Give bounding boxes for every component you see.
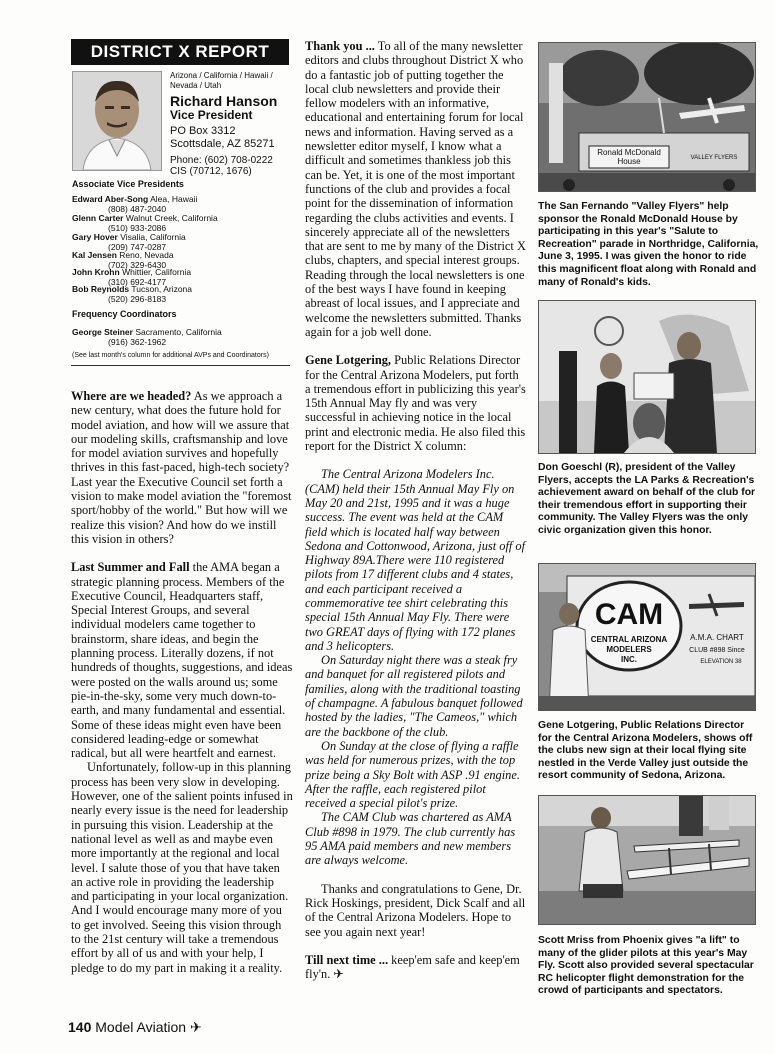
paragraph: Unfortunately, follow-up in this planning process has been very slow in developing. However, one of the salient points infused in nearly every issue is the need for leadership in pursuing this vision. Leadership at the national level as well as and maybe even more importantly at the regional and local level. I salute those of you that have taken an active role in providing the leadership and participating in your local organization. And I would encourage many more of you to get involved. Seeing this vision through to the 21st century will take a tremendous effort by all of us and with your help, I pledge to do my part in making it a reality. [71,760,293,975]
associate-phone: (510) 933-2086 [108,223,167,233]
associate-phone: (520) 296-8183 [108,294,167,304]
paragraph: Thanks and congratulations to Gene, Dr. Rick Hoskings, president, Dick Scalf and all of the Central Arizona Modelers. Hope to see you again next year! [305,881,526,939]
caption-award: Don Goeschl (R), president of the Valley Flyers, accepts the LA Parks & Recreation's achievement award on behalf of the club for their tremendous effort in supporting their community. The Valley Flyers was the only civic organization given this honor. [538,462,756,536]
associate-phone: (702) 329-6430 [108,260,167,270]
caption-glider: Scott Mriss from Phoenix gives "a lift" to many of the glider pilots at this year's May Fly. Scott also provided several spectacular RC helicopter flight demonstration for the crowd of participants and spectators. [538,935,754,997]
column-title: DISTRICT X REPORT [71,39,289,65]
paragraph: keep'em safe and keep'em fly'n. ✈ [305,952,520,982]
photo-award [538,300,756,454]
address-line-2: Scottsdale, AZ 85271 [170,138,275,150]
photo-glider [538,795,756,925]
cam-sign-text: INC. [621,655,637,664]
page-number: 140 [68,1019,92,1035]
associate-phone: (310) 692-4177 [108,277,167,287]
associate-entry [72,284,287,304]
lead-in: Thank you ... [305,39,375,53]
vp-title: Vice President [170,108,253,122]
column-middle [305,39,526,981]
coordinator-phone: (916) 362-1962 [108,337,167,347]
associate-name: Kal Jensen [72,250,117,260]
caption-parade: The San Fernando "Valley Flyers" help sponsor the Ronald McDonald House by participating in this year's "Salute to Recreation" parade in Northridge, California, June 3, 1995. I was given the honor to ride this magnificent float along with Ronald and many of Ronald's kids. [538,201,759,288]
float-sign-text: House [617,157,641,166]
cam-sign-text: CENTRAL ARIZONA [590,635,668,644]
float-sign-text: Ronald McDonald [597,148,661,157]
associate-city: Tucson, Arizona [131,284,193,294]
paragraph: the AMA began a strategic planning process. Members of the Executive Council, Headquarters staff, Special Interest Groups, and several individual modelers came together to brainstorm, share ideas, and begin the planning process. Literally dozens, if not hundreds of thoughts, suggestions, and ideas were posted on the walls around us; some pie-in-the-sky, some very much down-to-earth, and many fundamental and essential. Some of these ideas might even have been considered leading-edge or somewhat radical, but all were heartfelt and earnest. [71,560,293,761]
vp-name: Richard Hanson [170,93,278,109]
coordinators-heading: Frequency Coordinators [72,309,177,319]
associate-name: John Krohn [72,267,120,277]
magazine-name: Model Aviation [95,1019,187,1035]
lead-in: Last Summer and Fall [71,560,190,575]
associate-entry [72,232,287,252]
caption-cam: Gene Lotgering, Public Relations Director for the Central Arizona Modelers, shows off the clubs new sign at their local flying site nestled in the Verde Valley just outside the resort community of Sedona, Arizona. [538,720,753,782]
avp-note: (See last month's column for additional AVPs and Coordinators) [72,352,269,359]
associate-city: Reno, Nevada [119,250,174,260]
vp-cis: CIS (70712, 1676) [170,166,252,177]
cam-sign-text: CLUB #898 Since [689,647,745,654]
author-photo [72,71,162,171]
divider [71,365,290,366]
quote-paragraph: The Central Arizona Modelers Inc. (CAM) held their 15th Annual May Fly on May 20 and 21st, 1995 and it was a huge success. The event was held at the CAM field which is located half way between Sedona and Cottonwood, Arizona, just off of Highway 89A.There were 110 registered pilots from 17 different clubs and 4 states, and each participant received a commemorative tee shirt celebrating this special 15th Annual May Fly. There were two GREAT days of flying with 172 planes and 3 helicopters. [305,467,526,653]
photo-parade-float [538,42,756,192]
associate-entry [72,213,287,233]
lead-in: Where are we headed? [71,389,192,403]
associate-phone: (808) 487-2040 [108,204,167,214]
associate-phone: (209) 747-0287 [108,242,167,252]
cam-sign-text: A.M.A. CHART [690,633,744,642]
cam-logo-text: CAM [594,598,664,631]
paragraph: As we approach a new century, what does the future hold for model aviation, and how will we assure that our modeling skills, craftsmanship and love for model aviation survives and hopefully thrives in this fast-paced, high-tech society? Last year the Executive Council set forth a vision to make model aviation the "foremost sport/hobby of the world." But how will we realize this vision? And how do we instill this vision in others? [71,389,292,546]
quote-paragraph: The CAM Club was chartered as AMA Club #898 in 1979. The club currently has 95 AMA paid members and new members are always welcome. [305,810,516,868]
associate-name: Edward Aber-Song [72,194,149,204]
associate-entry [72,194,287,214]
column-left [71,389,293,975]
airplane-icon: ✈ [189,1019,202,1035]
associate-name: Glenn Carter [72,213,124,223]
associates-heading: Associate Vice Presidents [72,179,184,189]
paragraph: To all of the many newsletter editors and clubs throughout District X who do a fantastic job of putting together the local club newsletters and provide their fellow modelers with an informative, educational and entertaining forum for local news and information. Having served as a newsletter editor myself, I know what a difficult and sometimes thankless job this can be. Yet, it is one of the most important functions of the club and provides a focal point for the dissemination of information regarding the clubs activities and events. I sincerely appreciate all of the newsletters that are sent to me by many of the District X clubs, chapters, and special interest groups. Reading through the local newsletters is one of the best ways I have found in keeping abreast of local issues, and I appreciate and welcome the newsletters submitted. Thanks again for a job well done. [305,39,526,339]
lead-in: Till next time ... [305,952,389,967]
associate-name: Gary Hover [72,232,118,242]
associate-city: Visalia, California [120,232,186,242]
associate-city: Whittier, California [122,267,192,277]
cam-sign-text: MODELERS [606,645,652,654]
associate-city: Walnut Creek, California [125,213,218,223]
float-sign-text: VALLEY FLYERS [690,155,738,161]
paragraph: Public Relations Director for the Central Arizona Modelers, put forth a tremendous effort in publicizing this year's 15th Annual May fly and was very successful in achieving notice in the local print and electronic media. He also filed this report for the District X column: [305,353,526,454]
quote-paragraph: On Saturday night there was a steak fry and banquet for all registered pilots and families, along with the traditional toasting of champagne. A fabulous banquet followed hosted by the ladies, "The Cameos," which are the backbone of the club. [305,653,523,739]
address-line-1: PO Box 3312 [170,125,236,137]
coordinator-city: Sacramento, California [135,327,222,337]
district-states: Arizona / California / Hawaii / Nevada / Utah [170,71,273,90]
photo-cam-sign [538,563,756,711]
cam-sign-text: ELEVATION 38 [700,659,742,665]
coordinator-name: George Steiner [72,327,133,337]
page-footer [68,1019,202,1036]
vp-phone: Phone: (602) 708-0222 [170,155,273,166]
associate-city: Alea, Hawaii [150,194,198,204]
coordinator-entry [72,327,287,347]
associate-name: Bob Reynolds [72,284,130,294]
lead-in: Gene Lotgering, [305,353,392,368]
quote-paragraph: On Sunday at the close of flying a raffle was held for numerous prizes, with the top prize being a Sky Bolt with ASP .91 engine. After the raffle, each registered pilot received a special pilot's prize. [305,738,520,811]
